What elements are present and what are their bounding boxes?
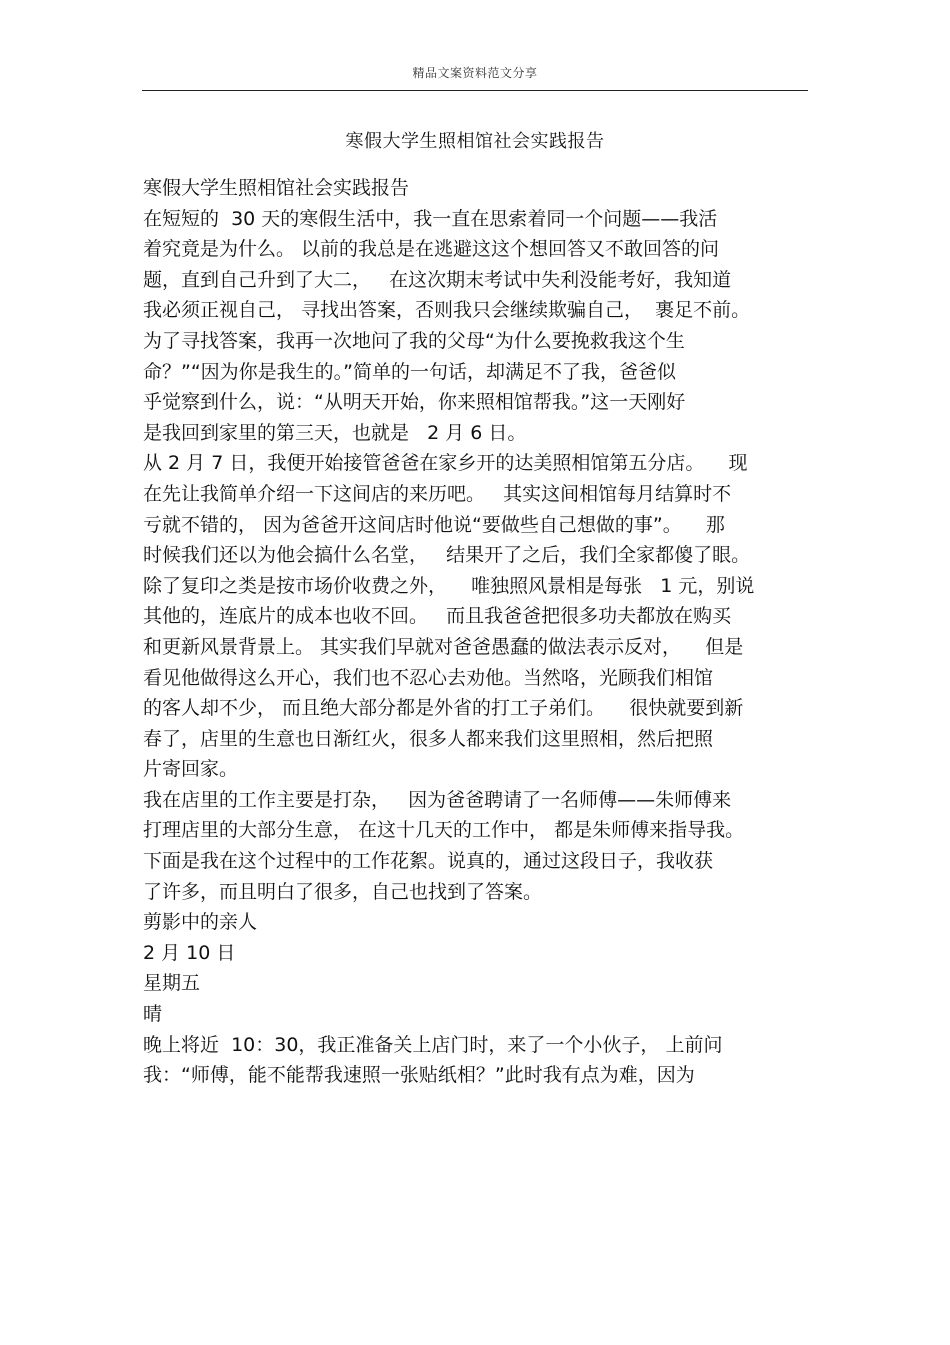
entry-weekday: 星期五 (143, 972, 201, 995)
body-line: 下面是我在这个过程中的工作花絮。说真的，通过这段日子，我收获 (143, 850, 714, 873)
entry-date: 2 月 10 日 (143, 941, 236, 964)
body-line: 寒假大学生照相馆社会实践报告 (143, 177, 410, 199)
body-line: 我必须正视自己， 寻找出答案，否则我只会继续欺骗自己， 裹足不前。 (143, 299, 751, 322)
body-line: 其他的，连底片的成本也收不回。 而且我爸爸把很多功夫都放在购买 (143, 605, 732, 628)
body-line: 时候我们还以为他会搞什么名堂， 结果开了之后，我们全家都傻了眼。 (143, 544, 751, 567)
body-line: 在先让我简单介绍一下这间店的来历吧。 其实这间相馆每月结算时不 (143, 482, 732, 505)
body-line: 晚上将近 10：30，我正准备关上店门时，来了一个小伙子， 上前问 (143, 1033, 723, 1056)
body-line: 春了，店里的生意也日渐红火，很多人都来我们这里照相，然后把照 (143, 727, 714, 750)
body-line: 片寄回家。 (143, 758, 239, 781)
header-rule (142, 90, 808, 91)
body-line: 看见他做得这么开心，我们也不忍心去劝他。当然咯，光顾我们相馆 (143, 666, 714, 689)
body-line: 是我回到家里的第三天，也就是 2 月 6 日。 (143, 421, 527, 444)
body-line: 亏就不错的， 因为爸爸开这间店时他说“要做些自己想做的事”。 那 (143, 513, 725, 536)
body-line: 我：“师傅，能不能帮我速照一张贴纸相？”此时我有点为难，因为 (143, 1064, 695, 1087)
section-heading: 剪影中的亲人 (143, 911, 258, 934)
body-line: 为了寻找答案，我再一次地问了我的父母“为什么要挽救我这个生 (143, 329, 685, 352)
body-line: 在短短的 30 天的寒假生活中，我一直在思索着同一个问题——我活 (143, 207, 718, 230)
body-line: 我在店里的工作主要是打杂， 因为爸爸聘请了一名师傅——朱师傅来 (143, 788, 732, 811)
body-line: 从 2 月 7 日，我便开始接管爸爸在家乡开的达美照相馆第五分店。 现 (143, 452, 748, 475)
body-line: 的客人却不少， 而且绝大部分都是外省的打工子弟们。 很快就要到新 (143, 697, 744, 720)
document-title: 寒假大学生照相馆社会实践报告 (345, 131, 605, 152)
body-line: 乎觉察到什么，说：“从明天开始，你来照相馆帮我。”这一天刚好 (143, 391, 686, 414)
entry-weather: 晴 (143, 1003, 163, 1026)
body-line: 了许多，而且明白了很多，自己也找到了答案。 (143, 880, 543, 903)
body-line: 除了复印之类是按市场价收费之外， 唯独照风景相是每张 1 元，别说 (143, 574, 755, 597)
body-line: 和更新风景背景上。 其实我们早就对爸爸愚蠢的做法表示反对， 但是 (143, 635, 744, 658)
document-body (143, 173, 813, 1091)
body-line: 题，直到自己升到了大二， 在这次期末考试中失利没能考好，我知道 (143, 268, 732, 291)
body-line: 命？”“因为你是我生的。”简单的一句话，却满足不了我，爸爸似 (143, 360, 677, 383)
body-line: 打理店里的大部分生意， 在这十几天的工作中， 都是朱师傅来指导我。 (143, 819, 745, 842)
page-header: 精品文案资料范文分享 (412, 66, 538, 80)
body-line: 着究竟是为什么。 以前的我总是在逃避这这个想回答又不敢回答的问 (143, 238, 720, 261)
